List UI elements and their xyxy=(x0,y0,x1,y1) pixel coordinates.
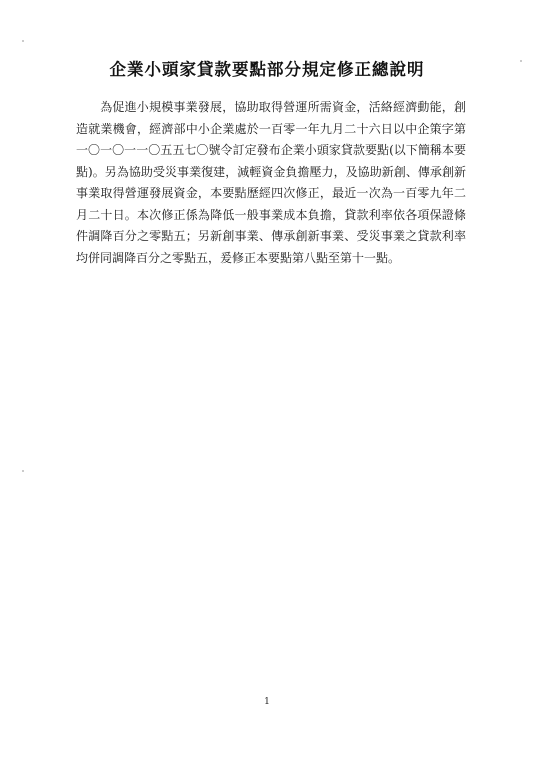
scan-speck xyxy=(22,470,24,472)
paragraph-text: 為促進小規模事業發展，協助取得營運所需資金，活絡經濟動能，創造就業機會，經濟部中小企業處於一百零一年九月二十六日以中企策字第一〇一〇一一〇五五七〇號令訂定發布企業小頭家貸款要點(以下簡稱本要點)。另為協助受災事業復建，減輕資金負擔壓力，及協助新創、傳承創新事業取得營運發展資金，本要點歷經四次修正，最近一次為一百零九年二月二十日。本次修正係為降低一般事業成本負擔，貸款利率依各項保證條件調降百分之零點五；另新創事業、傳承創新事業、受災事業之貸款利率均併同調降百分之零點五，爰修正本要點第八點至第十一點。 xyxy=(76,100,466,265)
scan-speck xyxy=(22,40,24,42)
body-paragraph xyxy=(76,97,466,269)
scan-speck xyxy=(520,60,522,62)
page-number: 1 xyxy=(264,697,270,707)
document-title: 企業小頭家貸款要點部分規定修正總說明 xyxy=(109,60,425,79)
